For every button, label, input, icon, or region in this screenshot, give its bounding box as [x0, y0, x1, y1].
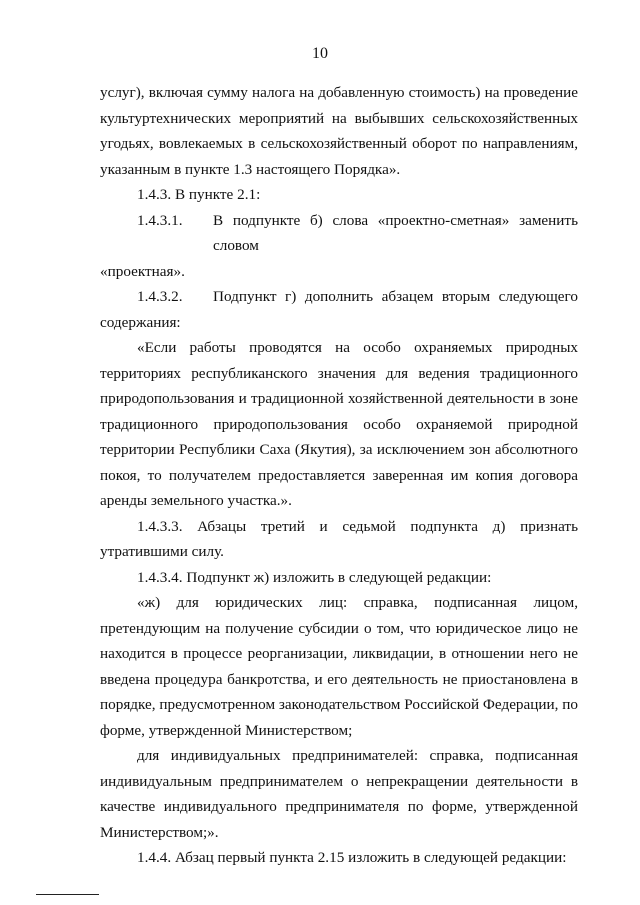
paragraph-1-4-4: 1.4.4. Абзац первый пункта 2.15 изложить в следующей редакции: — [137, 849, 567, 866]
clause-text-continued: «проектная». — [100, 262, 185, 280]
footer-rule — [36, 894, 99, 895]
page-number: 10 — [312, 45, 328, 62]
paragraph-1-4-3-3: 1.4.3.3. Абзацы третий и седьмой подпункта д) признать утратившими силу. — [100, 517, 578, 560]
paragraph-continuation: услуг), включая сумму налога на добавленную стоимость) на проведение культуртехнических мероприятий на выбывших сельскохозяйственных угодьях, вовлекаемых в сельскохозяйственный оборот по направлениям, указанным в пункте 1.3 настоящего Порядка». — [100, 84, 578, 178]
paragraph-1-4-3-2 — [100, 284, 578, 310]
clause-text: Подпункт г) дополнить абзацем вторым следующего — [213, 288, 578, 305]
clause-number: 1.4.3.2. — [137, 288, 183, 305]
paragraph-1-4-3: 1.4.3. В пункте 2.1: — [137, 186, 261, 203]
paragraph-1-4-3-4: 1.4.3.4. Подпункт ж) изложить в следующей редакции: — [137, 568, 492, 586]
paragraph-entrepreneurs: для индивидуальных предпринимателей: справка, подписанная индивидуальным предпринимателем о непрекращении деятельности в качестве индивидуального предпринимателя по форме, утвержденной Министерством;». — [100, 747, 578, 841]
clause-text: В подпункте б) слова «проектно-сметная» заменить словом — [213, 211, 578, 254]
clause-text-continued: содержания: — [100, 313, 181, 331]
clause-number: 1.4.3.1. — [137, 211, 183, 229]
quoted-paragraph: «Если работы проводятся на особо охраняемых природных территориях республиканского значения для ведения традиционного природопользования и традиционной хозяйственной деятельности в зоне традиционного природопользования особо охраняемой природной территории Республики Саха (Якутия), за исключением зон абсолютного покоя, то получателем предоставляется заверенная им копия договора аренды земельного участка.». — [100, 339, 578, 509]
document-body — [100, 80, 578, 871]
paragraph-1-4-3-1 — [100, 208, 578, 259]
quoted-paragraph-legal-entities: «ж) для юридических лиц: справка, подписанная лицом, претендующим на получение субсидии о том, что юридическое лицо не находится в процессе реорганизации, ликвидации, в отношении него не введена процедура банкротства, и его деятельность не приостановлена в порядке, предусмотренном законодательством Российской Федерации, по форме, утвержденной Министерством; — [100, 594, 578, 739]
